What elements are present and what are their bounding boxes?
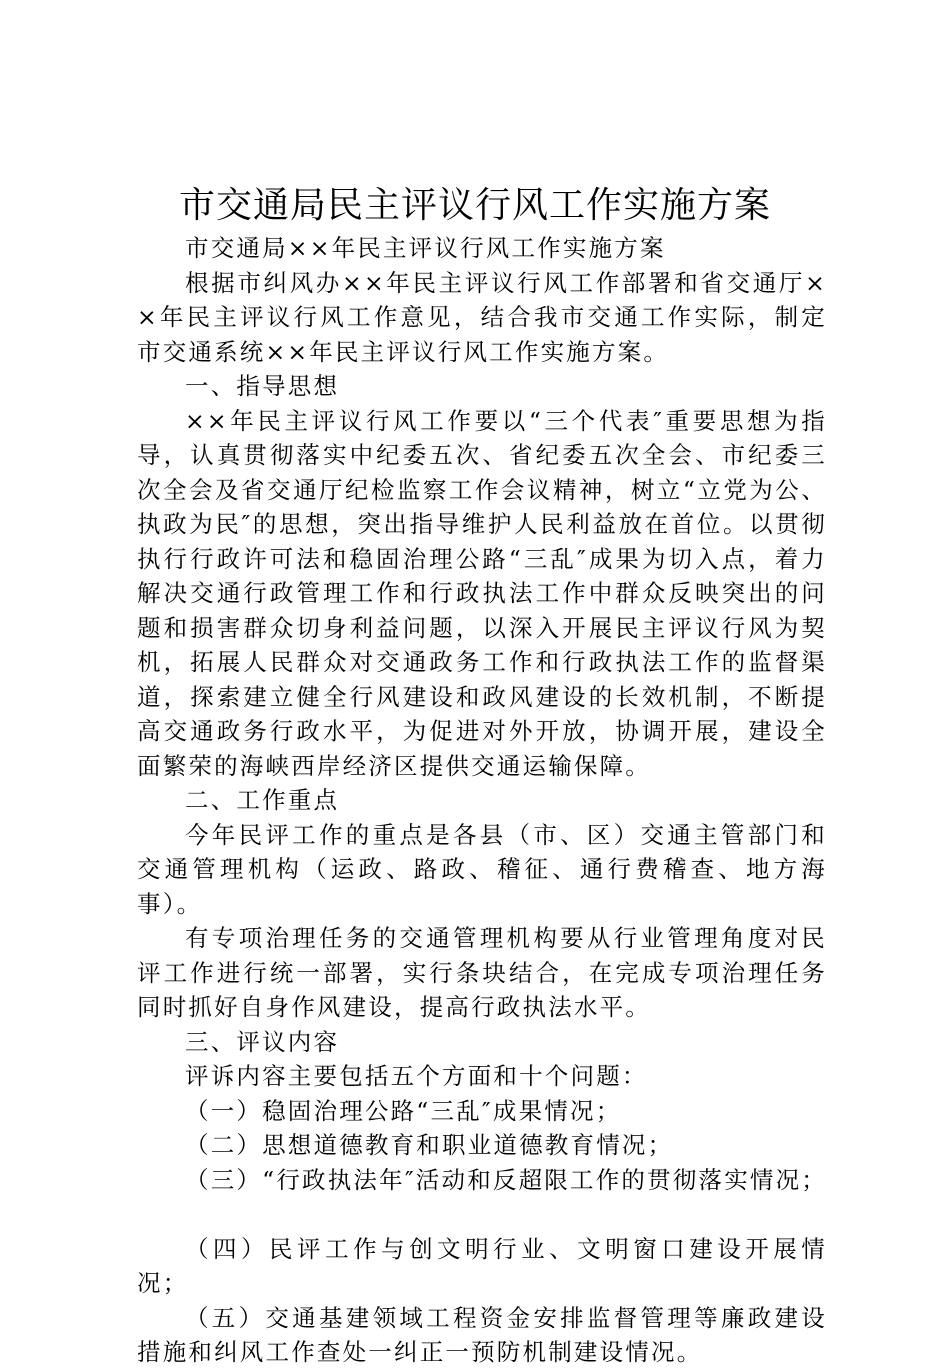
paragraph-subtitle: 市交通局××年民主评议行风工作实施方案 (185, 234, 666, 262)
section-heading-work-focus: 二、工作重点 (185, 786, 340, 814)
list-item-1: （一）稳固治理公路“三乱″成果情况； (185, 1096, 622, 1125)
document-body (137, 231, 827, 1370)
paragraph-work-focus: 今年民评工作的重点是各县（市、区）交通主管部门和交通管理机构（运政、路政、稽征、通行费稽查、地方海事）。 (137, 820, 827, 918)
list-item-5: （五）交通基建领域工程资金安排监督管理等廉政建设措施和纠风工作查处一纠正一预防机制建设情况。 (137, 1303, 827, 1366)
paragraph-special-governance: 有专项治理任务的交通管理机构要从行业管理角度对民评工作进行统一部署，实行条块结合，在完成专项治理任务同时抓好自身作风建设，提高行政执法水平。 (137, 924, 827, 1021)
paragraph-intro: 根据市纠风办××年民主评议行风工作部署和省交通厅××年民主评议行风工作意见，结合我市交通工作实际，制定市交通系统××年民主评议行风工作实施方案。 (137, 268, 827, 366)
section-heading-evaluation-content: 三、评议内容 (185, 1027, 340, 1056)
list-item-2: （二）思想道德教育和职业道德教育情况； (185, 1131, 674, 1159)
paragraph-evaluation-summary: 评诉内容主要包括五个方面和十个问题： (185, 1062, 648, 1090)
list-item-4: （四）民评工作与创文明行业、文明窗口建设开展情况； (137, 1234, 827, 1297)
paragraph-guiding-thought: ××年民主评议行风工作要以“三个代表″重要思想为指导，认真贯彻落实中纪委五次、省纪委五次全会、市纪委三次全会及省交通厅纪检监察工作会议精神，树立“立党为公、执政为民″的思想，突出指导维护人民利益放在首位。以贯彻执行行政许可法和稳固治理公路“三乱″成果为切入点，着力解决交通行政管理工作和行政执法工作中群众反映突出的问题和损害群众切身利益问题，以深入开展民主评议行风为契机，拓展人民群众对交通政务工作和行政执法工作的监督渠道，探索建立健全行风建设和政风建设的长效机制，不断提高交通政务行政水平，为促进对外开放，协调开展，建设全面繁荣的海峡西岸经济区提供交通运输保障。 (137, 406, 827, 780)
document-title: 市交通局民主评议行风工作实施方案 (178, 185, 771, 226)
section-heading-guiding-thought: 一、指导思想 (185, 372, 340, 400)
list-item-3: （三）“行政执法年″活动和反超限工作的贯彻落实情况； (185, 1165, 827, 1194)
